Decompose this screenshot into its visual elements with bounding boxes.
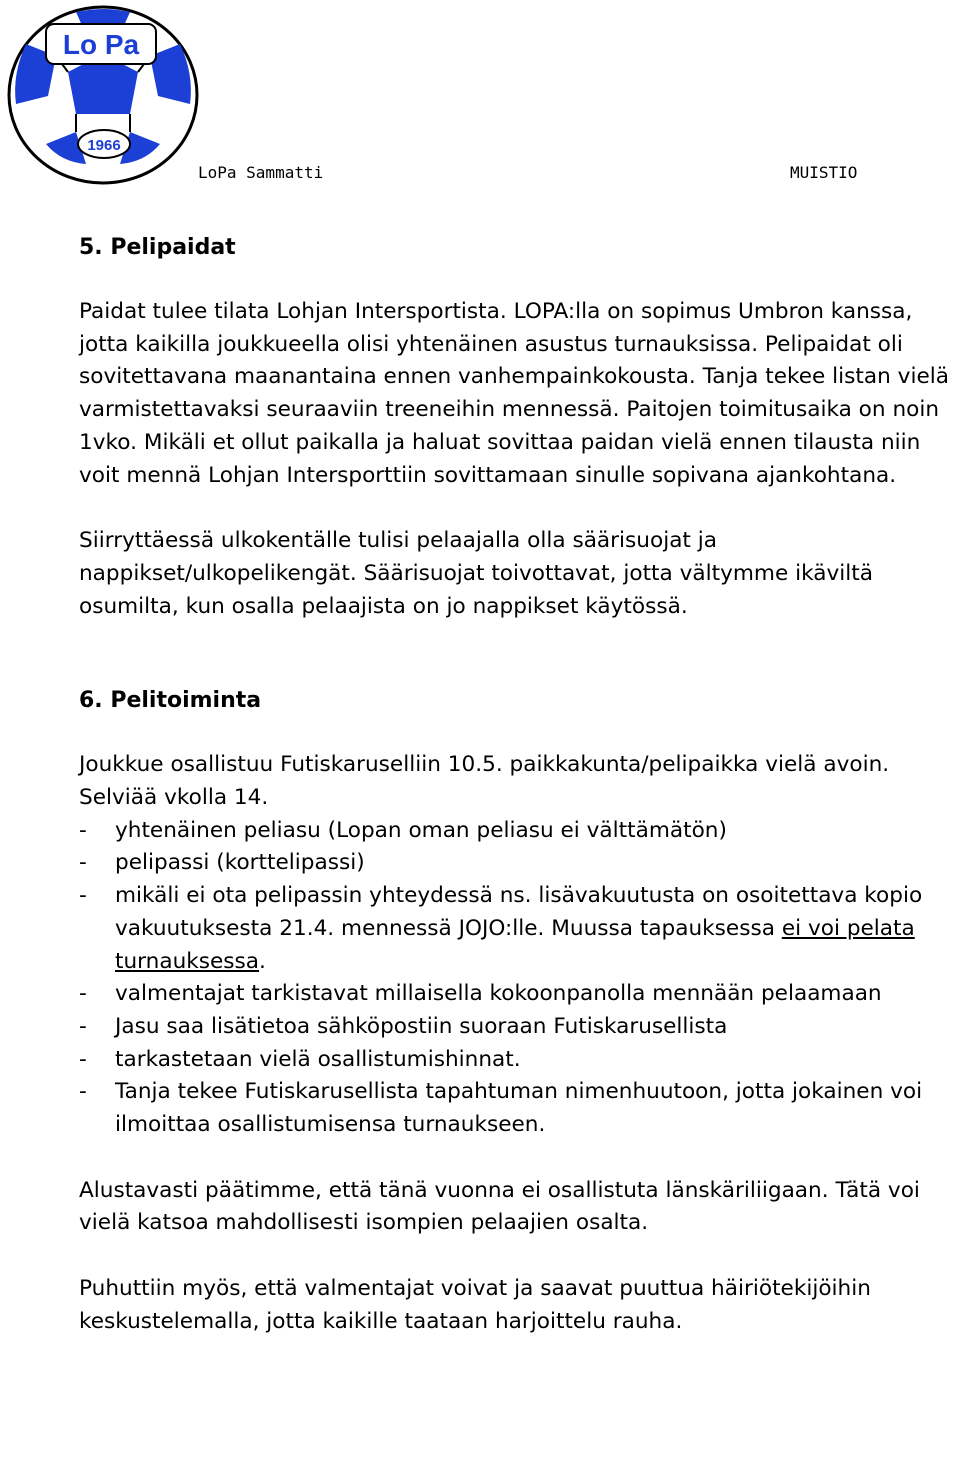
insurance-end: . <box>259 948 266 974</box>
insurance-text: mikäli ei ota pelipassin yhteydessä ns. lisävakuutusta on osoitettava kopio vakuutuksesta 21.4. mennessä JOJO:lle. Muussa tapauksessa <box>115 883 923 941</box>
section-5-paragraph-shirts: Paidat tulee tilata Lohjan Intersportista. LOPA:lla on sopimus Umbron kanssa, jotta kaikilla joukkueella olisi yhtenäinen asustus turnauksissa. Pelipaidat oli sovitettavana maanantaina ennen vanhempainkokousta. Tanja tekee listan vielä varmistettavaksi seuraaviin treeneihin mennessä. Paitojen toimitusaika on noin 1vko. Mikäli et ollut paikalla ja haluat sovittaa paidan vielä ennen tilausta niin voit mennä Lohjan Intersporttiin sovittamaan sinulle sopivana ajankohtana. <box>79 299 949 488</box>
org-name: LoPa Sammatti <box>198 163 324 182</box>
requirements-list <box>79 815 959 1142</box>
doc-type: MUISTIO <box>790 163 858 182</box>
list-item-insurance <box>79 880 959 978</box>
coaching-paragraph: Puhuttiin myös, että valmentajat voivat ja saavat puuttua häiriötekijöihin keskustelemalla, jotta kaikille taataan harjoittelu rauha. <box>79 1276 871 1334</box>
list-item: - Jasu saa lisätietoa sähköpostiin suoraan Futiskarusellista <box>79 1011 959 1044</box>
league-paragraph: Alustavasti päätimme, että tänä vuonna ei osallistuta länskäriliigaan. Tätä voi vielä katsoa mahdollisesti isompien pelaajien osalta. <box>79 1177 920 1236</box>
insurance-warning: ei voi pelata turnauksessa <box>115 915 915 974</box>
club-logo <box>6 4 200 186</box>
list-item: - tarkastetaan vielä osallistumishinnat. <box>79 1044 959 1077</box>
section-5-paragraph-shinguards: Siirryttäessä ulkokentälle tulisi pelaajalla olla säärisuojat ja nappikset/ulkopelikengät. Säärisuojat toivottavat, jotta vältymme ikäviltä osumilta, kun osalla pelaajista on jo nappikset käytössä. <box>79 528 873 619</box>
list-item: - Tanja tekee Futiskarusellista tapahtuman nimenhuutoon, jotta jokainen voi ilmoittaa osallistumisensa turnaukseen. <box>79 1076 959 1141</box>
list-item: - yhtenäinen peliasu (Lopan oman peliasu ei välttämätön) <box>79 815 959 848</box>
section-6-title: 6. Pelitoiminta <box>79 688 262 714</box>
list-item: - valmentajat tarkistavat millaisella kokoonpanolla mennään pelaamaan <box>79 978 959 1011</box>
logo-year: 1966 <box>87 137 121 154</box>
list-item: - pelipassi (korttelipassi) <box>79 847 959 880</box>
section-5-title: 5. Pelipaidat <box>79 235 236 260</box>
section-6-intro: Joukkue osallistuu Futiskaruselliin 10.5. paikkakunta/pelipaikka vielä avoin. Selviää vkolla 14. <box>79 752 890 811</box>
logo-text: Lo Pa <box>62 29 140 60</box>
document-body <box>79 230 959 1339</box>
